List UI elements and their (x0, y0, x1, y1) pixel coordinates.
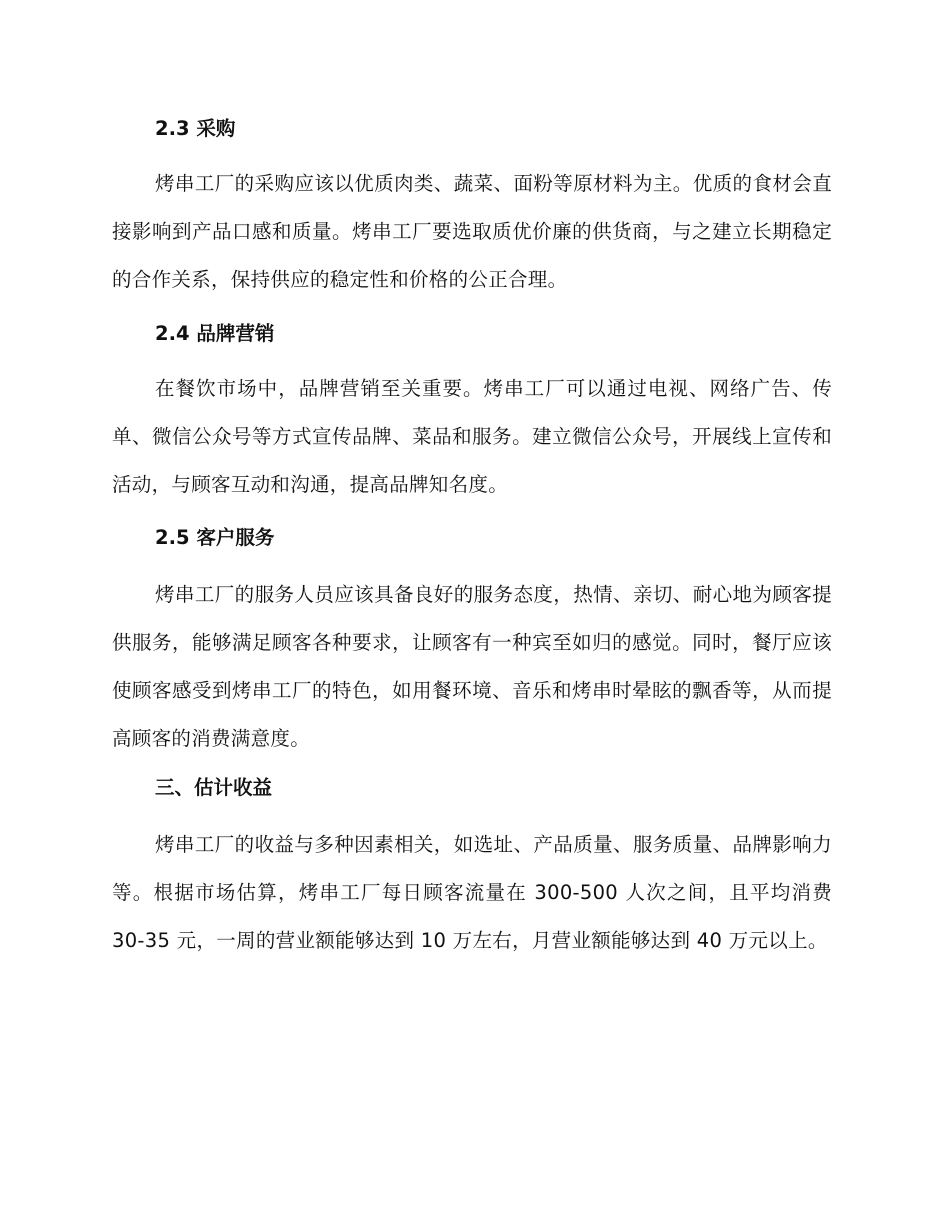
section-heading-procurement: 2.3 采购 (155, 117, 236, 140)
section-body-customer-service: 烤串工厂的服务人员应该具备良好的服务态度，热情、亲切、耐心地为顾客提供服务，能够满足顾客各种要求，让顾客有一种宾至如归的感觉。同时，餐厅应该使顾客感受到烤串工厂的特色，如用餐环境、音乐和烤串时晕眩的飘香等，从而提高顾客的消费满意度。 (112, 583, 832, 750)
section-heading-estimated-revenue: 三、估计收益 (155, 776, 273, 799)
section-heading-customer-service: 2.5 客户服务 (155, 526, 275, 549)
section-body-estimated-revenue: 烤串工厂的收益与多种因素相关，如选址、产品质量、服务质量、品牌影响力等。根据市场估算，烤串工厂每日顾客流量在 300-500 人次之间，且平均消费 30-35 元，一周的营业额能够达到 10 万左右，月营业额能够达到 40 万元以上。 (112, 833, 832, 952)
section-body-brand-marketing: 在餐饮市场中，品牌营销至关重要。烤串工厂可以通过电视、网络广告、传单、微信公众号等方式宣传品牌、菜品和服务。建立微信公众号，开展线上宣传和活动，与顾客互动和沟通，提高品牌知名度。 (112, 377, 832, 496)
section-body-procurement: 烤串工厂的采购应该以优质肉类、蔬菜、面粉等原材料为主。优质的食材会直接影响到产品口感和质量。烤串工厂要选取质优价廉的供货商，与之建立长期稳定的合作关系，保持供应的稳定性和价格的公正合理。 (112, 172, 832, 291)
section-heading-brand-marketing: 2.4 品牌营销 (155, 322, 275, 345)
